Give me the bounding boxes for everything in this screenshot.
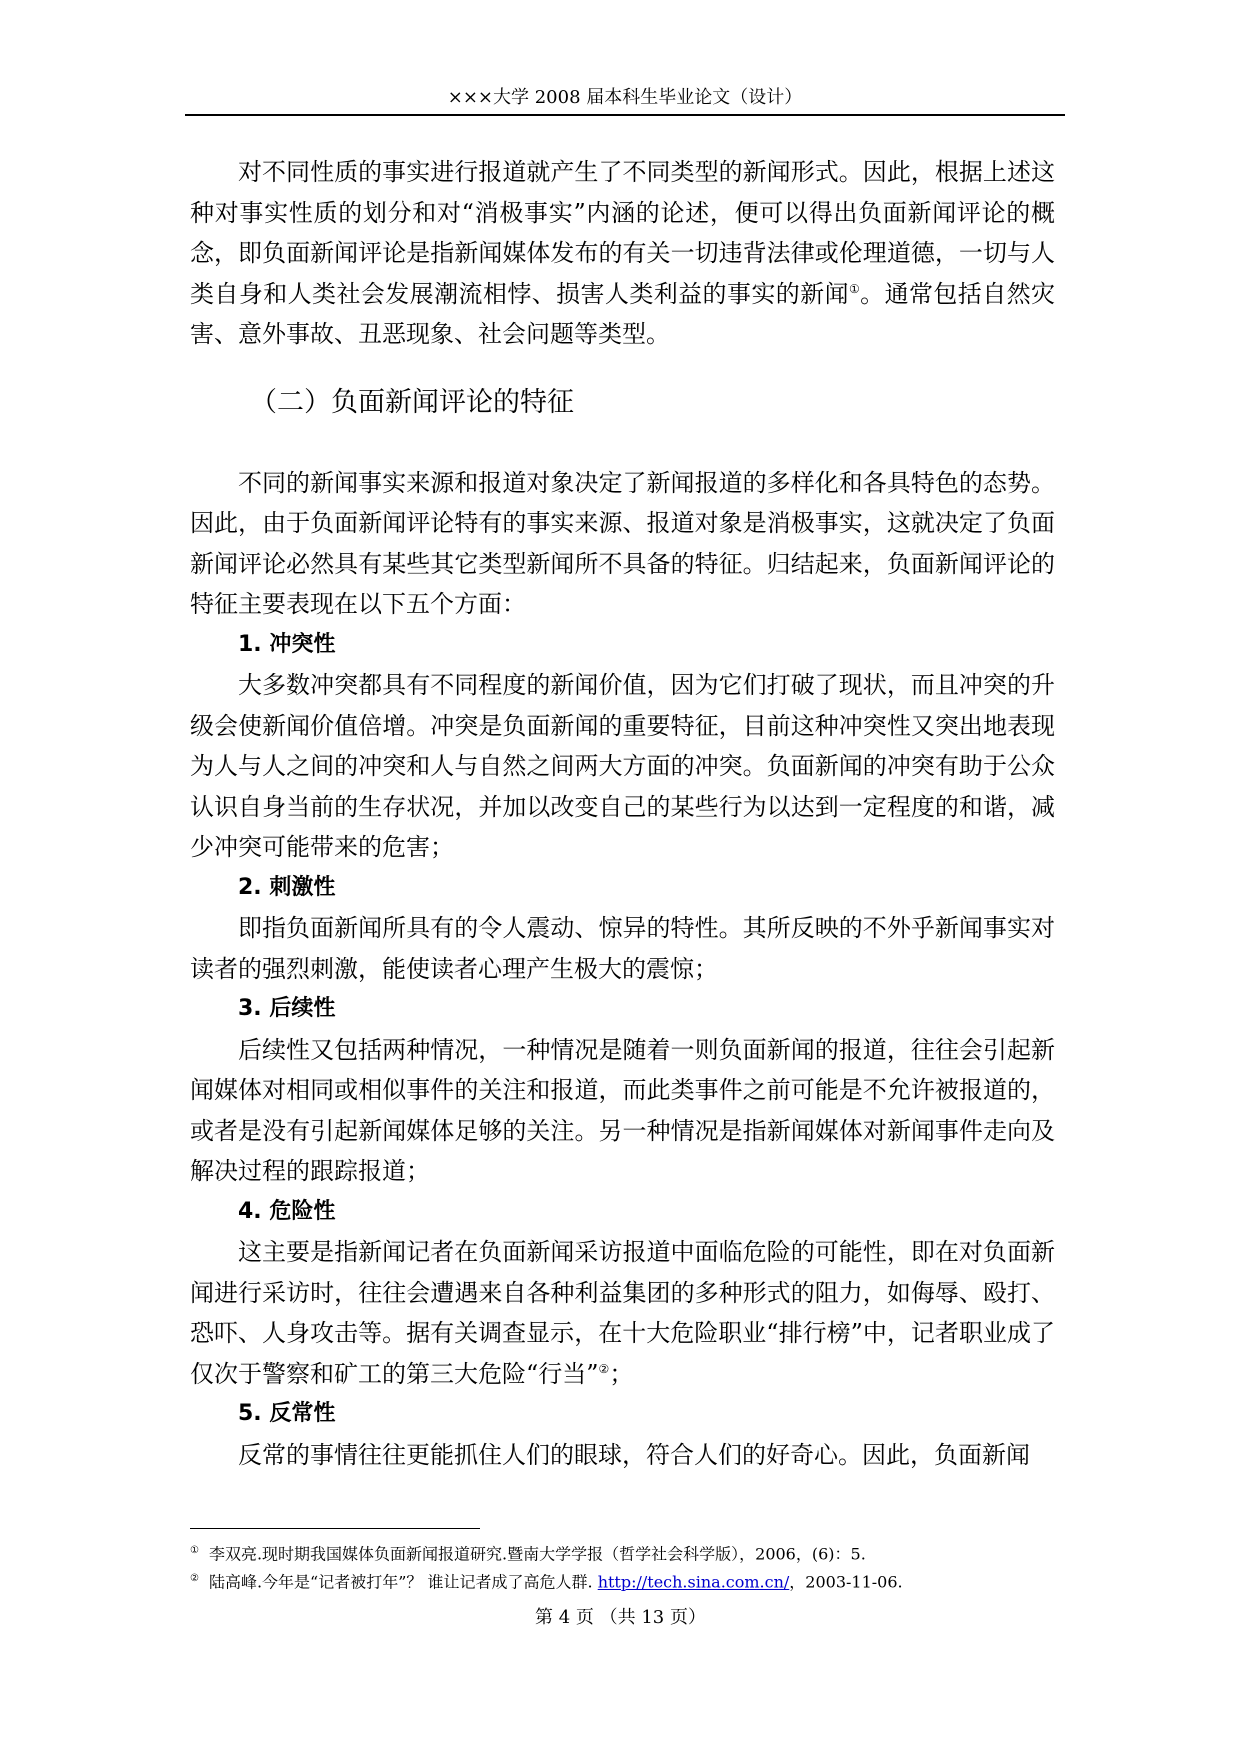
paragraph-text: 。通常包括自然灾害、意外事故、丑恶现象、社会问题等类型。 xyxy=(190,279,1056,348)
paragraph-intro: 不同的新闻事实来源和报道对象决定了新闻报道的多样化和各具特色的态势。因此，由于负面新闻评论特有的事实来源、报道对象是消极事实，这就决定了负面新闻评论必然具有某些其它类型新闻所不具备的特征。归结起来，负面新闻评论的特征主要表现在以下五个方面： xyxy=(190,468,1055,618)
paragraph-continuity: 后续性又包括两种情况，一种情况是随着一则负面新闻的报道，往往会引起新闻媒体对相同或相似事件的关注和报道，而此类事件之前可能是不允许被报道的，或者是没有引起新闻媒体足够的关注。另一种情况是指新闻媒体对新闻事件走向及解决过程的跟踪报道； xyxy=(190,1035,1055,1185)
running-header: ×××大学 2008 届本科生毕业论文（设计） xyxy=(185,86,1065,116)
subheading-abnormality: 5. 反常性 xyxy=(238,1401,336,1426)
footnote-mark: ② xyxy=(190,1573,199,1585)
footnote-ref-2[interactable]: ② xyxy=(598,1361,610,1376)
subheading-stimulation: 2. 刺激性 xyxy=(238,874,336,900)
page-number: 第 4 页 （共 13 页） xyxy=(535,1607,706,1628)
paragraph-text: 对不同性质的事实进行报道就产生了不同类型的新闻形式。因此，根据上述这种对事实性质的划分和对“消极事实”内涵的论述，便可以得出负面新闻评论的概念，即负面新闻评论是指新闻媒体发布的有关一切违背法律或伦理道德，一切与人类自身和人类社会发展潮流相悖、损害人类利益的事实的新闻 xyxy=(190,158,1055,308)
subheading-conflict: 1. 冲突性 xyxy=(238,631,336,657)
paragraph-definition xyxy=(190,152,1055,355)
footnote-link[interactable]: http://tech.sina.com.cn/ xyxy=(597,1572,790,1592)
body-text xyxy=(190,152,1055,1475)
subheading-continuity: 3. 后续性 xyxy=(238,996,336,1021)
paragraph-danger xyxy=(190,1232,1055,1394)
subheading-danger: 4. 危险性 xyxy=(238,1198,336,1224)
footnote-ref-1[interactable]: ① xyxy=(848,281,861,296)
paragraph-text: ； xyxy=(609,1359,634,1388)
footnote-date: ，2003-11-06. xyxy=(789,1572,903,1592)
paragraph-stimulation: 即指负面新闻所具有的令人震动、惊异的特性。其所反映的不外乎新闻事实对读者的强烈刺激，能使读者心理产生极大的震惊； xyxy=(190,914,1055,983)
footnote-mark: ① xyxy=(190,1545,199,1556)
paragraph-text: 这主要是指新闻记者在负面新闻采访报道中面临危险的可能性，即在对负面新闻进行采访时，往往会遭遇来自各种利益集团的多种形式的阻力，如侮辱、殴打、恐吓、人身攻击等。据有关调查显示，在十大危险职业“排行榜”中，记者职业成了仅次于警察和矿工的第三大危险“行当” xyxy=(190,1238,1055,1388)
footnotes xyxy=(190,1538,1070,1595)
footnote-divider xyxy=(190,1528,480,1529)
footnote-2 xyxy=(190,1566,1070,1594)
footnote-1 xyxy=(190,1538,1070,1566)
paragraph-conflict: 大多数冲突都具有不同程度的新闻价值，因为它们打破了现状，而且冲突的升级会使新闻价值倍增。冲突是负面新闻的重要特征，目前这种冲突性又突出地表现为人与人之间的冲突和人与自然之间两大方面的冲突。负面新闻的冲突有助于公众认识自身当前的生存状况，并加以改变自己的某些行为以达到一定程度的和谐，减少冲突可能带来的危害； xyxy=(190,671,1055,861)
paragraph-abnormality: 反常的事情往往更能抓住人们的眼球，符合人们的好奇心。因此，负面新闻 xyxy=(238,1440,1030,1469)
footnote-text: 李双亮.现时期我国媒体负面新闻报道研究.暨南大学学报（哲学社会科学版），2006，(6)：5. xyxy=(208,1544,866,1564)
section-heading: （二）负面新闻评论的特征 xyxy=(250,386,574,418)
footnote-text: 陆高峰.今年是“记者被打年”？ 谁让记者成了高危人群. xyxy=(208,1572,598,1592)
